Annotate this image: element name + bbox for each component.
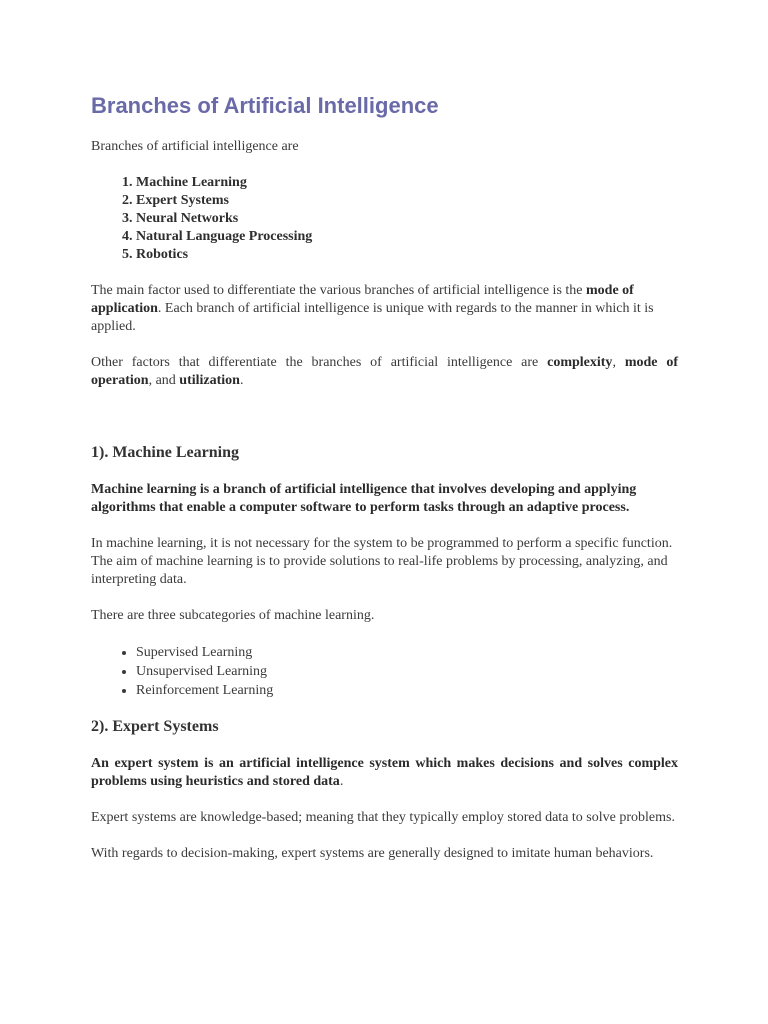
ml-subcategories-list — [91, 643, 678, 700]
text-span: , — [612, 355, 625, 370]
page-title: Branches of Artificial Intelligence — [91, 93, 439, 118]
ml-subcategory-intro: There are three subcategories of machine learning. — [91, 608, 375, 623]
list-item: 3. Neural Networks — [136, 210, 678, 228]
list-item: • Unsupervised Learning — [136, 662, 678, 681]
bold-term: complexity — [547, 355, 613, 370]
bold-term: mode of application — [91, 283, 634, 316]
ml-body: In machine learning, it is not necessary for the system to be programmed to perform a specific function. The aim of machine learning is to provide solutions to real-life problems by processing, analyzing, and interpreting data. — [91, 536, 673, 587]
text-span: , and — [148, 373, 180, 388]
bold-definition: Machine learning is a branch of artificial intelligence that involves developing and applying algorithms that enable a computer software to perform tasks through an adaptive process. — [91, 482, 637, 515]
section-heading-machine-learning: 1). Machine Learning — [91, 444, 239, 461]
text-span: Other factors that differentiate the branches of artificial intelligence are — [91, 355, 548, 370]
ml-definition — [91, 481, 678, 517]
bold-definition: An expert system is an artificial intelligence system which makes decisions and solves complex problems using heuristics and stored data — [91, 756, 678, 789]
es-definition — [91, 755, 678, 791]
branches-list — [91, 174, 678, 264]
list-item: 1. Machine Learning — [136, 174, 678, 192]
text-span: . Each branch of artificial intelligence is unique with regards to the manner in which it is applied. — [91, 301, 654, 334]
paragraph-main-factor — [91, 282, 678, 336]
intro-text: Branches of artificial intelligence are — [91, 139, 299, 154]
list-item: 5. Robotics — [136, 246, 678, 264]
text-span: . — [239, 373, 244, 388]
bold-term: utilization — [179, 373, 240, 388]
list-item: 2. Expert Systems — [136, 192, 678, 210]
text-span: . — [339, 774, 344, 789]
es-body-2: With regards to decision-making, expert systems are generally designed to imitate human behaviors. — [91, 846, 654, 861]
bold-term: mode of operation — [91, 355, 679, 388]
document-content — [91, 91, 678, 863]
section-heading-expert-systems: 2). Expert Systems — [91, 718, 219, 735]
list-item: • Reinforcement Learning — [136, 681, 678, 700]
list-item: • Supervised Learning — [136, 643, 678, 662]
paragraph-other-factors — [91, 354, 678, 390]
text-span: The main factor used to differentiate the various branches of artificial intelligence is the — [91, 283, 586, 298]
list-item: 4. Natural Language Processing — [136, 228, 678, 246]
es-body-1: Expert systems are knowledge-based; meaning that they typically employ stored data to solve problems. — [91, 810, 675, 825]
